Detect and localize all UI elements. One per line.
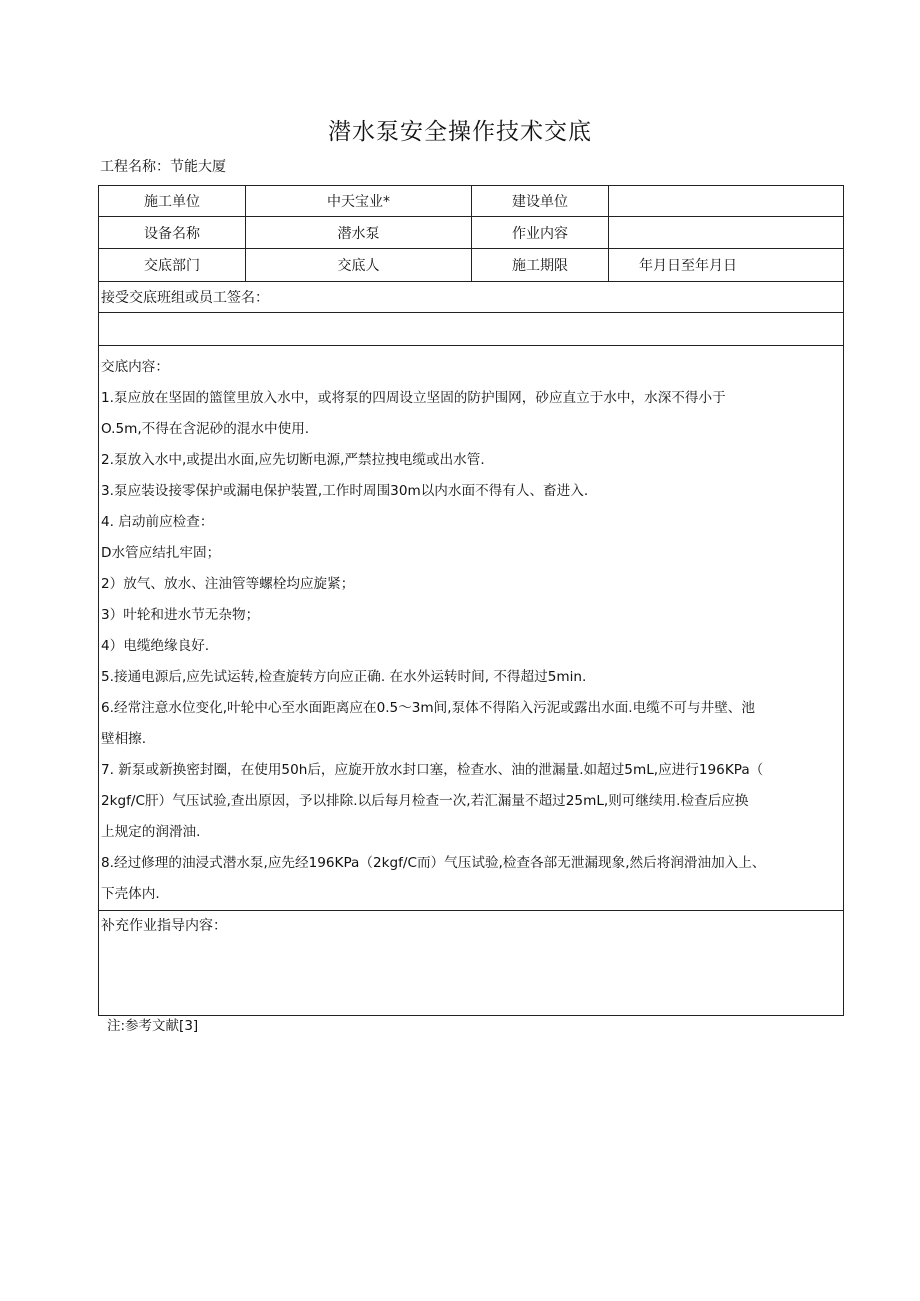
work-content-label: 作业内容 — [472, 217, 609, 249]
table-row — [99, 346, 844, 911]
sign-label: 接受交底班组或员工签名： — [99, 282, 844, 313]
project-value: 节能大厦 — [170, 159, 226, 175]
handover-content — [99, 346, 844, 911]
table-row — [99, 313, 844, 346]
period-label: 施工期限 — [472, 249, 609, 282]
document-title: 潜水泵安全操作技术交底 — [328, 119, 592, 145]
content-line: 7. 新泵或新换密封圈，在使用50h后，应旋开放水封口塞，检查水、油的泄漏量.如超过5mL,应进行196KPa（ — [101, 762, 764, 778]
content-line: 2kgf∕C肝）气压试验,查出原因，予以排除.以后每月检查一次,若汇漏量不超过25mL,则可继续用.检查后应换 — [101, 793, 749, 809]
table-row — [99, 911, 844, 1016]
period-value: 年月日至年月日 — [609, 249, 844, 282]
content-line: 6.经常注意水位变化,叶轮中心至水面距离应在0.5～3m间,泵体不得陷入污泥或露出水面.电缆不可与井壁、池 — [101, 700, 755, 716]
owner-unit-value — [609, 186, 844, 217]
content-line: 2.泵放入水中,或提出水面,应先切断电源,严禁拉拽电缆或出水管. — [101, 452, 485, 468]
table-row — [99, 282, 844, 313]
table-row — [99, 217, 844, 249]
table-row — [99, 186, 844, 217]
content-line: 8.经过修理的油浸式潜水泵,应先经196KPa（2kgf∕C而）气压试验,检查各部无泄漏现象,然后将润滑油加入上、 — [101, 855, 766, 871]
content-line: 2）放气、放水、注油管等螺栓均应旋紧； — [101, 576, 355, 592]
content-line: 上规定的润滑油. — [101, 824, 201, 840]
content-line: 下壳体内. — [101, 886, 160, 902]
supplement-area — [99, 911, 844, 1016]
content-line: 4）电缆绝缘良好. — [101, 638, 210, 654]
content-line: 5.接通电源后,应先试运转,检查旋转方向应正确. 在水外运转时间, 不得超过5min. — [101, 669, 587, 685]
reference-note: 注:参考文献[3] — [107, 1018, 199, 1034]
work-content-value — [609, 217, 844, 249]
construction-unit-value: 中天宝业* — [246, 186, 472, 217]
table-row — [99, 249, 844, 282]
equipment-label: 设备名称 — [99, 217, 246, 249]
content-line: D水管应结扎牢固； — [101, 545, 221, 561]
equipment-value: 潜水泵 — [246, 217, 472, 249]
content-heading: 交底内容： — [101, 359, 169, 375]
supplement-label: 补充作业指导内容： — [101, 918, 227, 934]
dept-label: 交底部门 — [99, 249, 246, 282]
construction-unit-label: 施工单位 — [99, 186, 246, 217]
content-line: 1.泵应放在坚固的篮筐里放入水中，或将泵的四周设立坚固的防护围网，砂应直立于水中，水深不得小于 — [101, 390, 726, 406]
project-name — [100, 156, 226, 176]
content-line: 壁相擦. — [101, 731, 147, 747]
content-line: 3）叶轮和进水节无杂物； — [101, 607, 260, 623]
owner-unit-label: 建设单位 — [472, 186, 609, 217]
content-line: 3.泵应装设接零保护或漏电保护装置,工作时周围30m以内水面不得有人、畜进入. — [101, 483, 589, 499]
project-label: 工程名称： — [100, 159, 170, 175]
content-line: 4. 启动前应检查： — [101, 514, 214, 530]
sign-area — [99, 313, 844, 346]
content-line: O.5m,不得在含泥砂的混水中使用. — [101, 421, 310, 437]
person-label: 交底人 — [246, 249, 472, 282]
handover-table — [98, 185, 844, 1016]
